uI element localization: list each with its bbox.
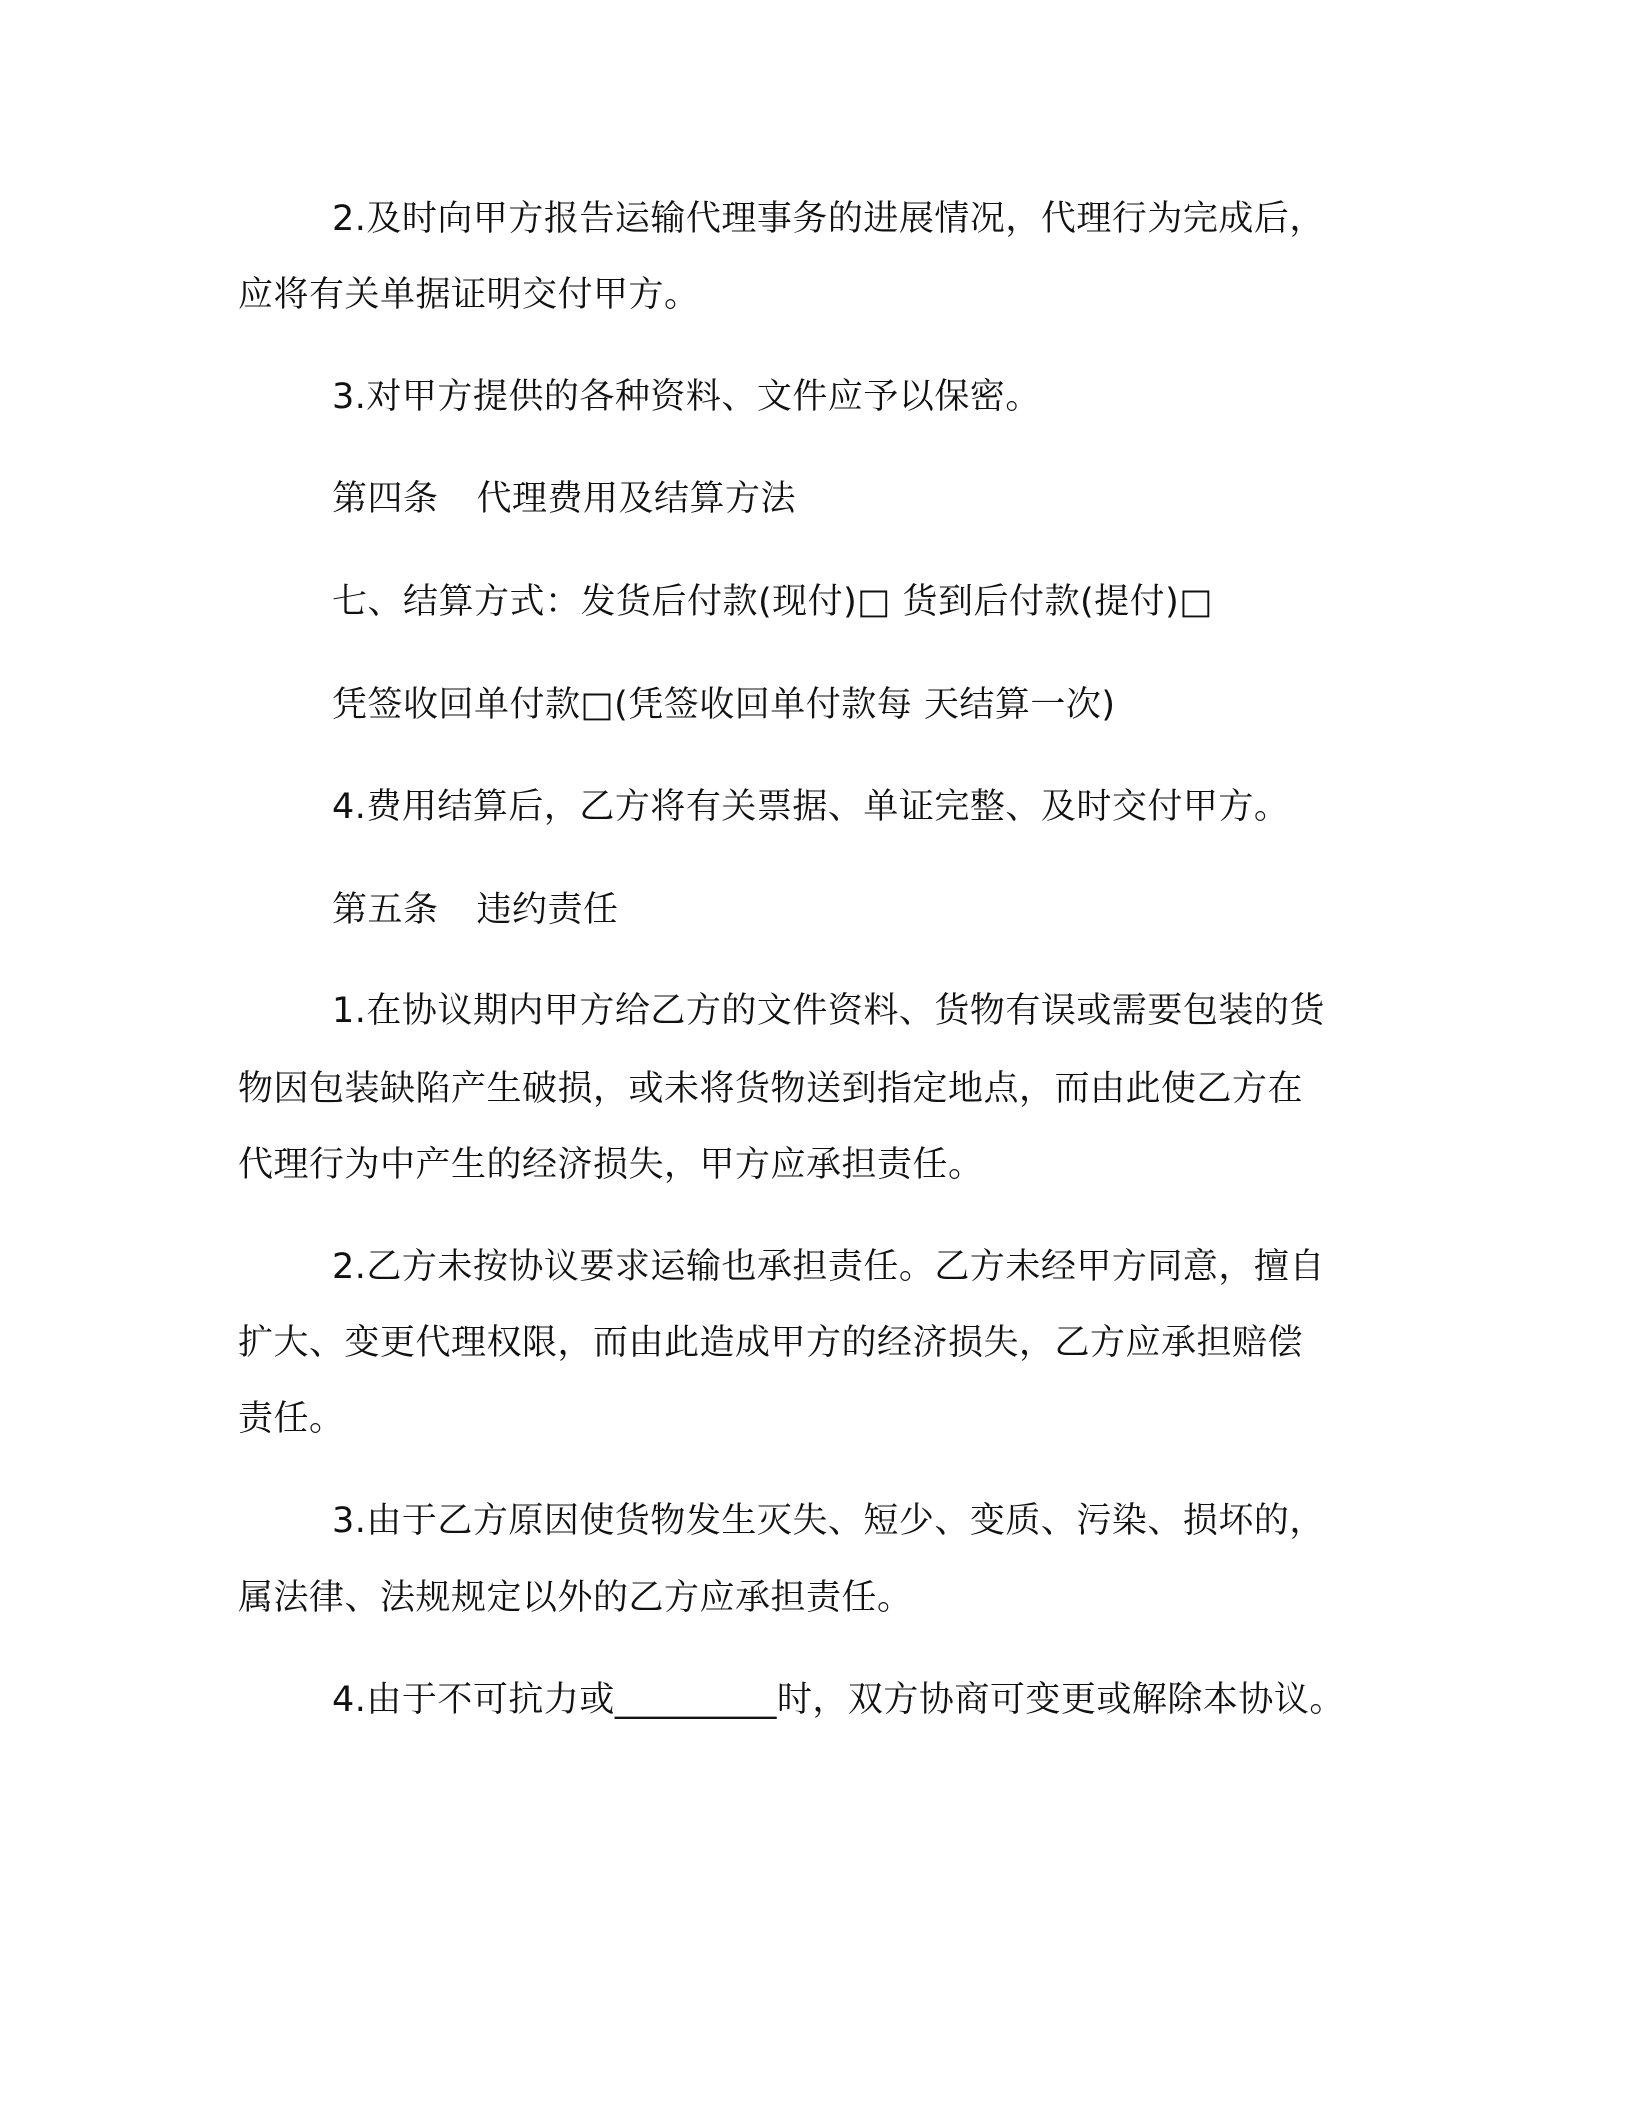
clause-5-4: 4.由于不可抗力或_________时，双方协商可变更或解除本协议。 [332, 1680, 1345, 1720]
clause-3-2-line-1: 2.及时向甲方报告运输代理事务的进展情况，代理行为完成后， [332, 199, 1325, 239]
article-5-heading [332, 890, 619, 930]
article-5-number: 第五条 [332, 890, 439, 930]
clause-3-2-line-2: 应将有关单据证明交付甲方。 [238, 275, 700, 315]
article-4-number: 第四条 [332, 479, 439, 519]
clause-5-1-line-3: 代理行为中产生的经济损失，甲方应承担责任。 [238, 1145, 984, 1185]
clause-5-1-line-2: 物因包装缺陷产生破损，或未将货物送到指定地点，而由此使乙方在 [238, 1069, 1304, 1109]
article-4-heading [332, 479, 797, 519]
settlement-method-line-2: 凭签收回单付款□(凭签收回单付款每 天结算一次) [332, 685, 1116, 725]
clause-5-2-line-2: 扩大、变更代理权限，而由此造成甲方的经济损失，乙方应承担赔偿 [238, 1323, 1304, 1363]
clause-5-2-line-3: 责任。 [238, 1399, 345, 1439]
clause-4-4: 4.费用结算后，乙方将有关票据、单证完整、及时交付甲方。 [332, 787, 1290, 827]
clause-5-2-line-1: 2.乙方未按协议要求运输也承担责任。乙方未经甲方同意，擅自 [332, 1247, 1325, 1287]
settlement-method-line-1: 七、结算方式：发货后付款(现付)□ 货到后付款(提付)□ [332, 582, 1213, 622]
clause-5-3-line-1: 3.由于乙方原因使货物发生灭失、短少、变质、污染、损坏的， [332, 1501, 1325, 1541]
clause-5-1-line-1: 1.在协议期内甲方给乙方的文件资料、货物有误或需要包装的货 [332, 991, 1325, 1031]
article-4-title: 代理费用及结算方法 [476, 479, 797, 519]
clause-3-3: 3.对甲方提供的各种资料、文件应予以保密。 [332, 377, 1041, 417]
article-5-title: 违约责任 [476, 890, 619, 930]
clause-5-3-line-2: 属法律、法规规定以外的乙方应承担责任。 [238, 1578, 913, 1618]
